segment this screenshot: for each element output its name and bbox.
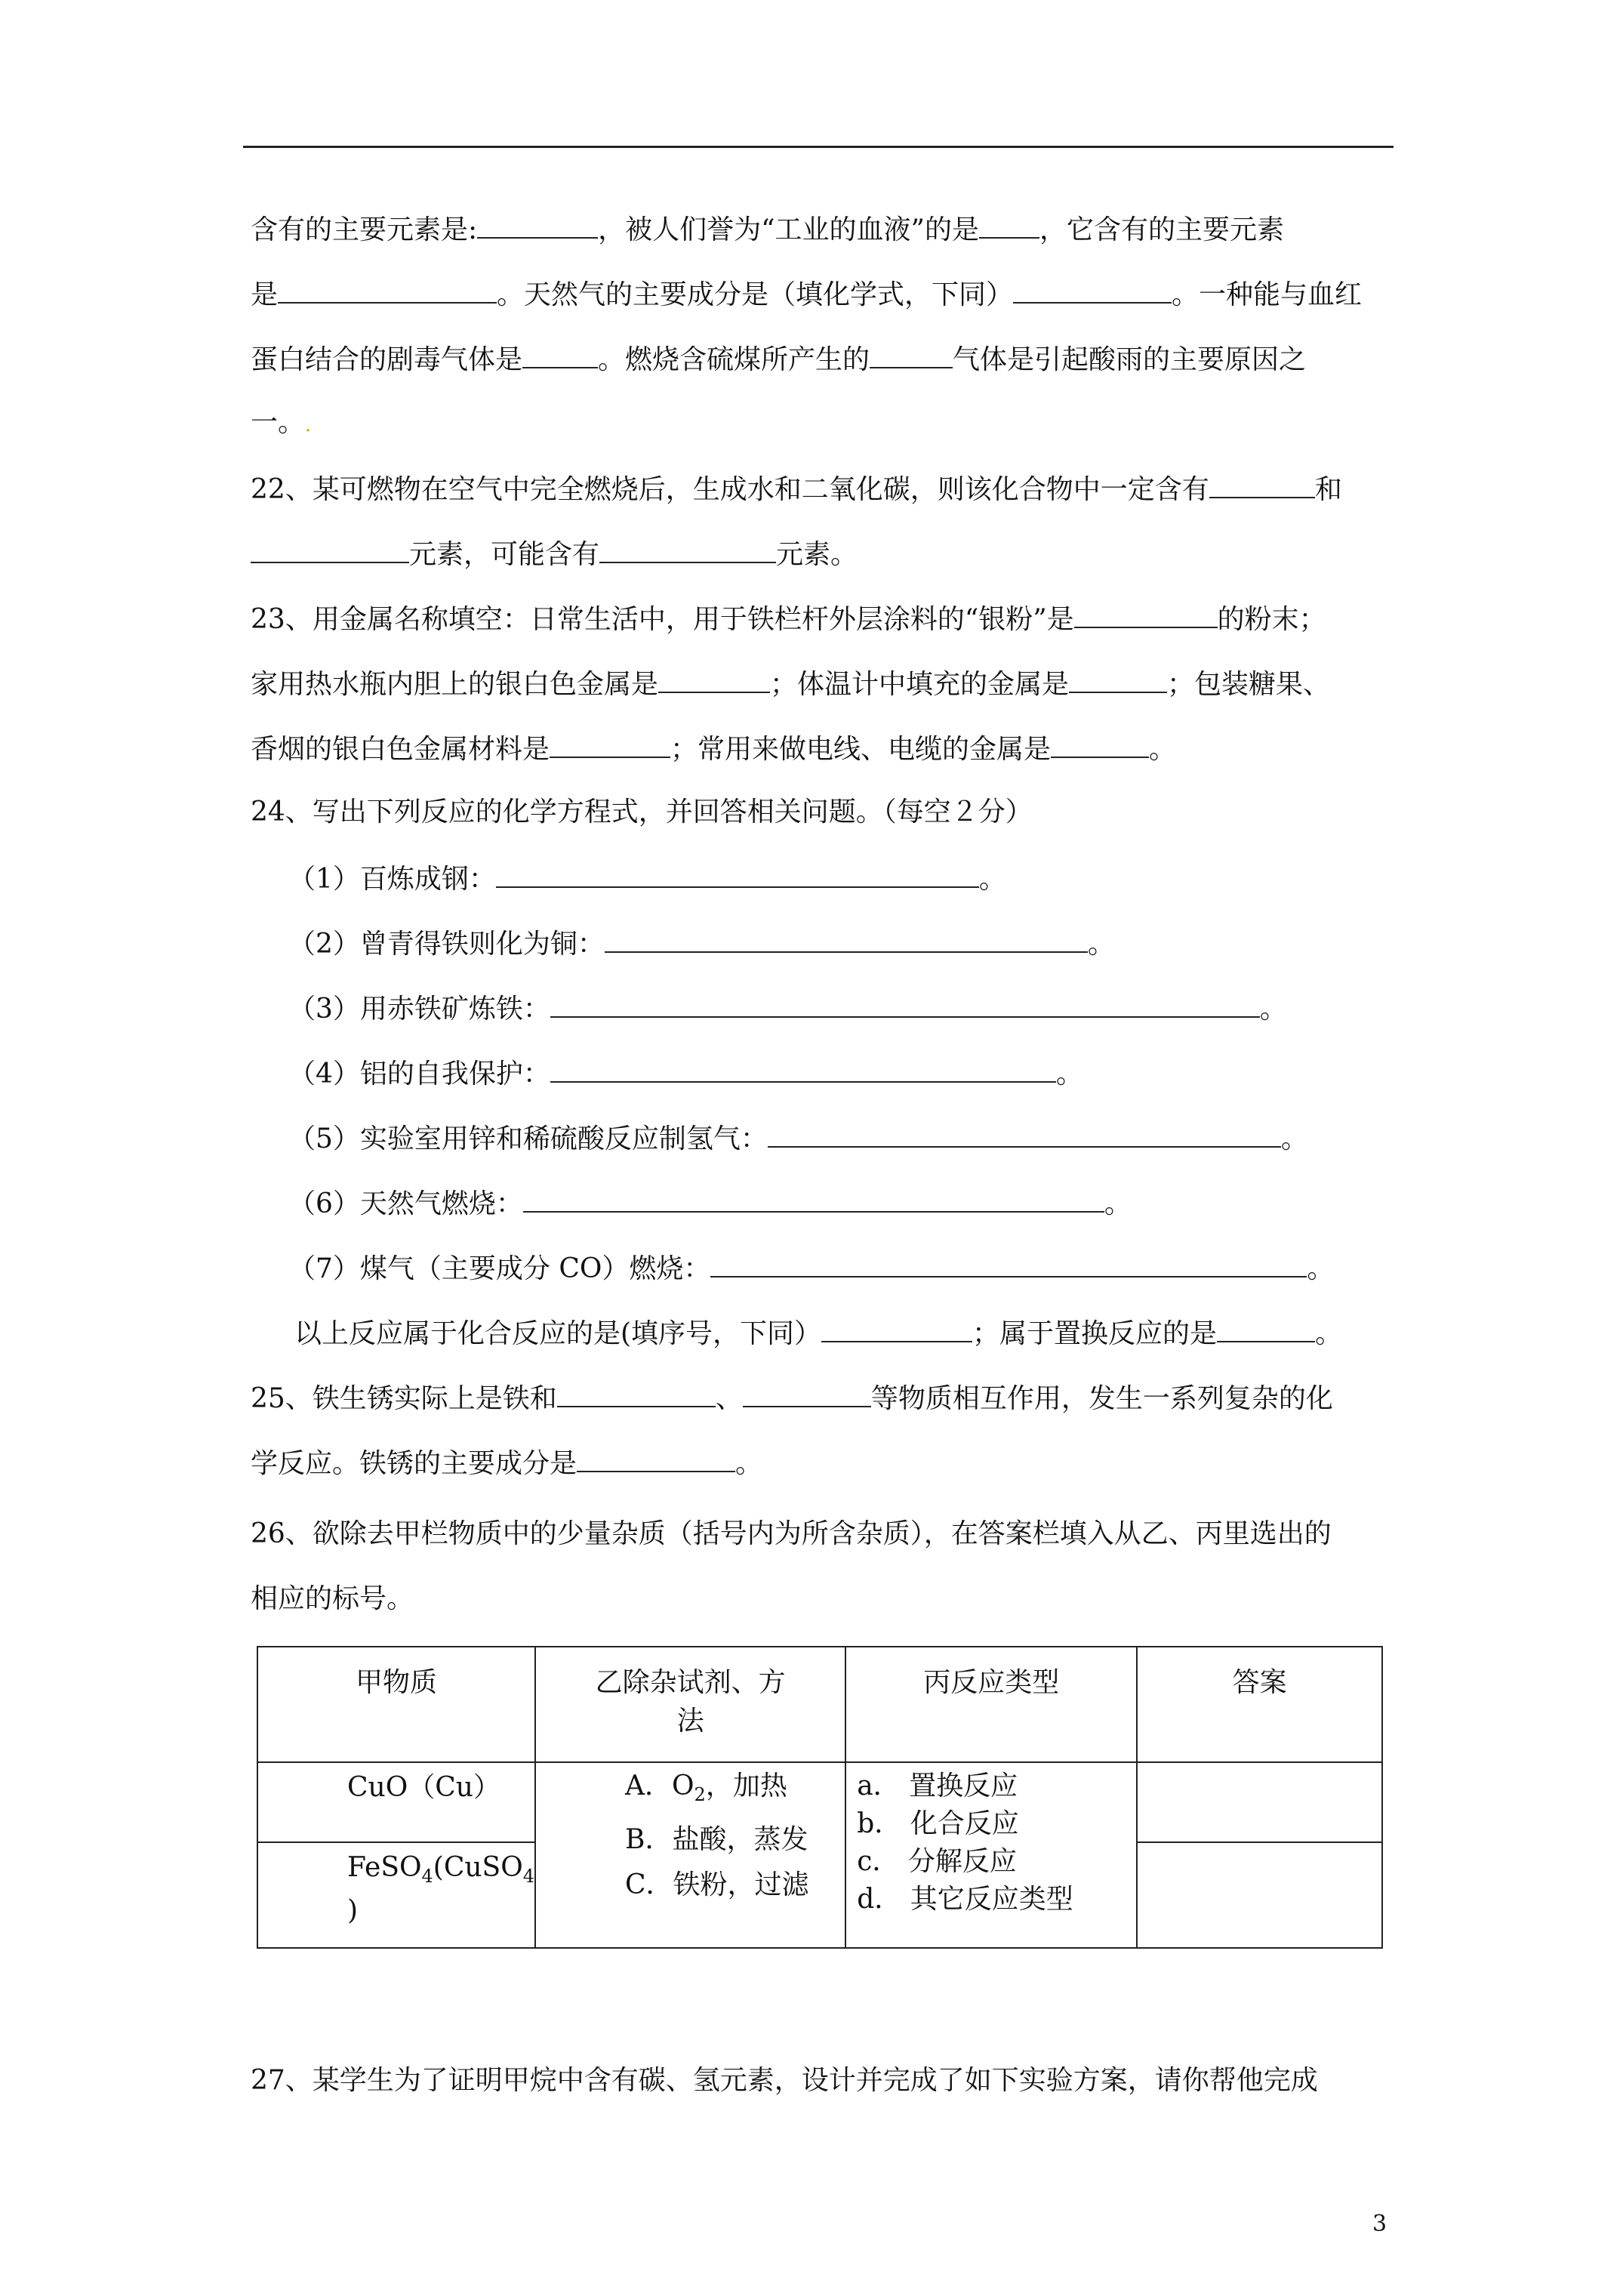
sub-question: （5）实验室用锌和稀硫酸反应制氢气： 。 [288,1120,1308,1156]
answer-blank[interactable] [496,861,979,888]
reagent-options-cell: A．$O_2$，加热 B．盐酸，蒸发 C．铁粉，过滤 [535,1762,845,1948]
table-row [257,1762,1382,1842]
answer-blank[interactable] [523,1185,1104,1213]
table-header-row [257,1647,1382,1762]
col-header-substance: 甲物质 [257,1647,535,1762]
text-line: 家用热水瓶内胆上的银白色金属是 ；体温计中填充的金属是 ；包装糖果、 [251,666,1330,701]
impurity-table [257,1646,1383,1949]
answer-blank[interactable] [870,341,953,368]
answer-blank[interactable] [477,211,598,239]
sub-question: （4）铝的自我保护： 。 [288,1056,1083,1091]
col-header-reaction-type: 丙反应类型 [845,1647,1137,1762]
question-25: 25、铁生锈实际上是铁和 、 等物质相互作用，发生一系列复杂的化 [251,1380,1333,1416]
answer-blank[interactable] [658,666,770,693]
question-24: 24、写出下列反应的化学方程式，并回答相关问题。（每空２分） [251,797,1033,827]
sub-question: （6）天然气燃烧： 。 [288,1185,1132,1221]
answer-blank[interactable] [1074,601,1218,628]
col-header-answer: 答案 [1137,1647,1382,1762]
sub-question: （7）煤气（主要成分 CO）燃烧： 。 [288,1250,1334,1286]
answer-blank[interactable] [743,1380,871,1407]
answer-blank[interactable] [1051,731,1149,758]
answer-blank[interactable] [577,1445,735,1472]
table-cell: FeSO$_4$(CuSO$_4$ ) [257,1842,535,1948]
answer-blank[interactable] [710,1250,1307,1277]
answer-cell[interactable] [1137,1762,1382,1842]
answer-blank[interactable] [1013,276,1172,304]
sub-question: （1）百炼成钢： 。 [288,861,1006,896]
text-line: 香烟的银白色金属材料是 ；常用来做电线、电缆的金属是 。 [251,731,1176,766]
answer-blank[interactable] [278,276,497,304]
answer-blank[interactable] [550,731,670,758]
reaction-type-options-cell: a． 置换反应 b． 化合反应 c． 分解反应 d． 其它反应类型 [845,1762,1137,1948]
question-23: 23、用金属名称填空：日常生活中，用于铁栏杆外层涂料的“银粉”是 的粉末； [251,601,1326,636]
answer-blank[interactable] [522,341,598,368]
text-line: 一。. [251,407,312,438]
sub-question: （3）用赤铁矿炼铁： 。 [288,991,1287,1026]
answer-cell[interactable] [1137,1842,1382,1948]
table-cell: CuO（Cu） [257,1762,535,1842]
question-27: 27、某学生为了证明甲烷中含有碳、氢元素，设计并完成了如下实验方案，请你帮他完成 [251,2065,1318,2096]
col-header-reagent: 乙除杂试剂、方 法 [535,1647,845,1762]
page-number: 3 [1372,2211,1387,2237]
text-line: 蛋白结合的剧毒气体是 。燃烧含硫煤所产生的 气体是引起酸雨的主要原因之 [251,341,1306,377]
mark-dot: . [305,414,312,436]
text-line: 元素，可能含有 元素。 [251,536,858,572]
answer-blank[interactable] [821,1315,972,1342]
answer-blank[interactable] [1209,471,1315,498]
answer-blank[interactable] [1217,1315,1315,1342]
answer-blank[interactable] [251,536,409,563]
answer-blank[interactable] [599,536,776,563]
answer-blank[interactable] [557,1380,716,1407]
answer-blank[interactable] [979,211,1039,239]
question-26: 26、欲除去甲栏物质中的少量杂质（括号内为所含杂质），在答案栏填入从乙、丙里选出的 [251,1518,1332,1549]
answer-blank[interactable] [550,991,1260,1018]
answer-blank[interactable] [768,1120,1281,1148]
text-line: 学反应。铁锈的主要成分是 。 [251,1445,762,1481]
text-line: 是 。天然气的主要成分是（填化学式，下同） 。一种能与血红 [251,276,1362,312]
text-line: 相应的标号。 [251,1583,414,1614]
answer-blank[interactable] [605,926,1088,953]
answer-blank[interactable] [550,1056,1056,1083]
sub-question: （2）曾青得铁则化为铜： 。 [288,926,1115,961]
answer-blank[interactable] [1069,666,1167,693]
text-line: 含有的主要元素是: ，被人们誉为“工业的血液”的是 ，它含有的主要元素 [251,211,1284,247]
summary-line: 以上反应属于化合反应的是(填序号，下同） ；属于置换反应的是 。 [294,1315,1342,1351]
header-rule [243,146,1394,148]
question-22: 22、某可燃物在空气中完全燃烧后，生成水和二氧化碳，则该化合物中一定含有 和 [251,471,1342,507]
